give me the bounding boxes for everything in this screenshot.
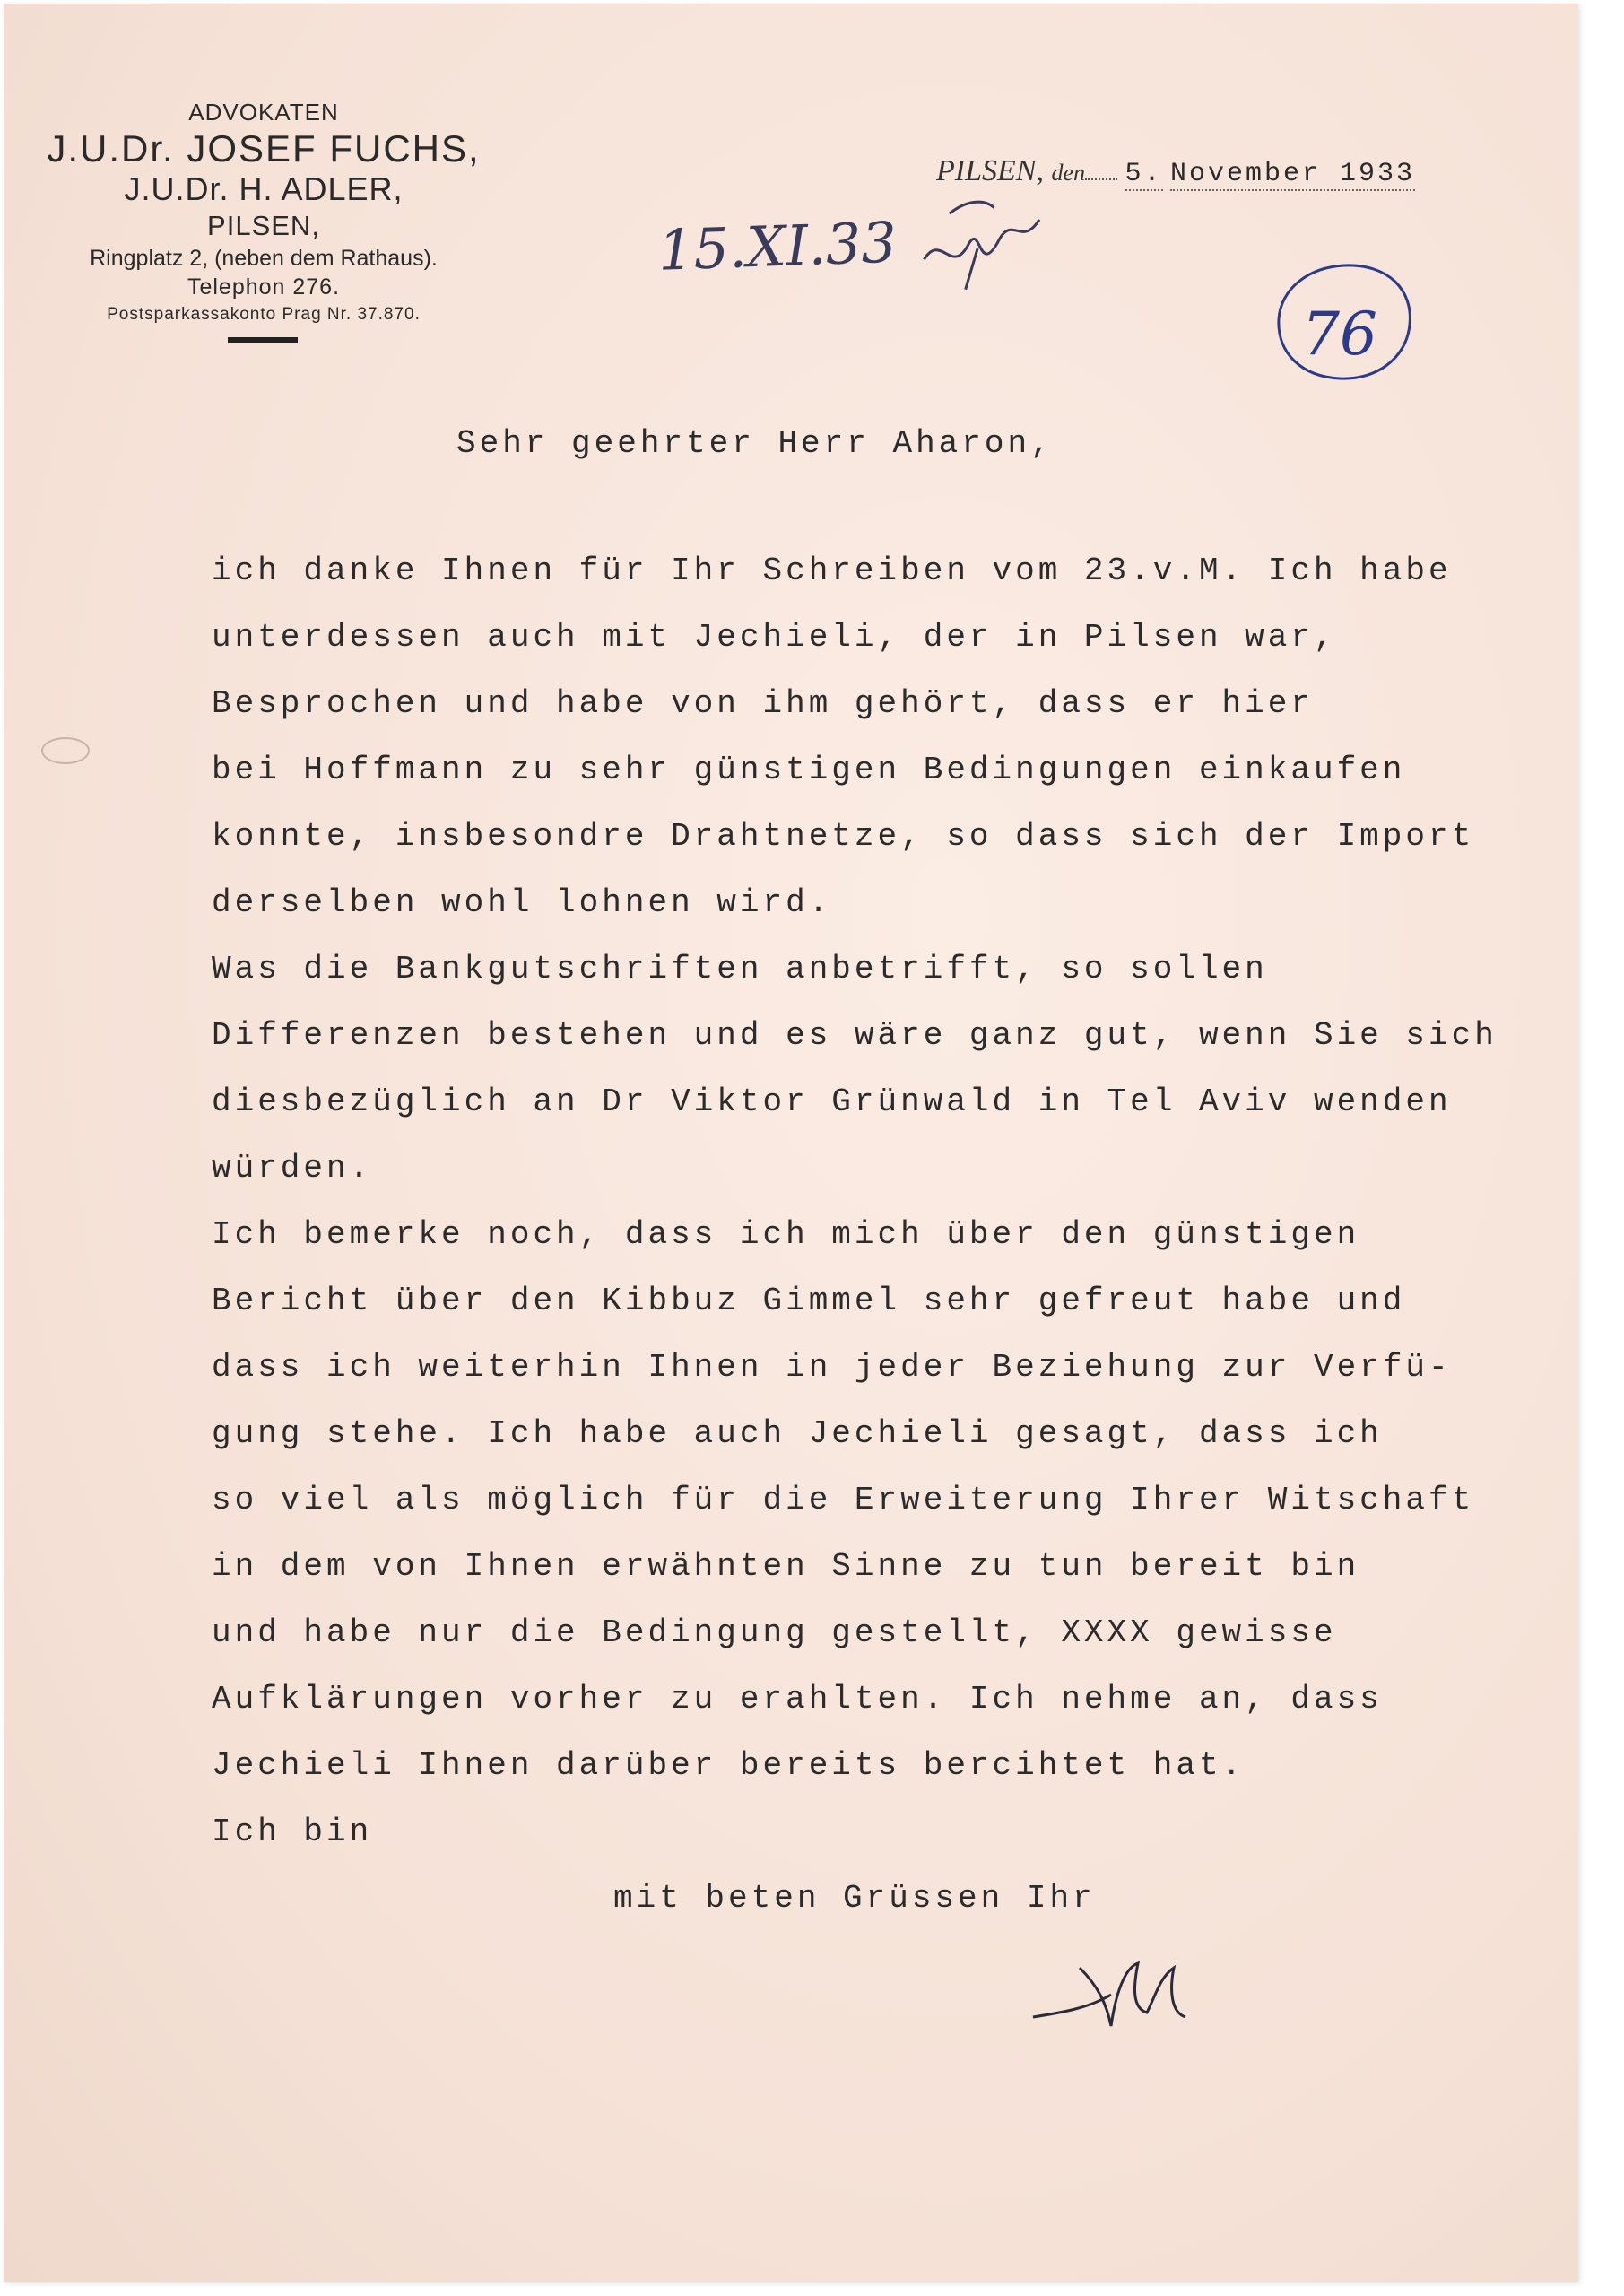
body-line: dass ich weiterhin Ihnen in jeder Beziehung zur Verfü- (212, 1349, 1452, 1386)
salutation: Sehr geehrter Herr Aharon, (456, 425, 1054, 462)
body-line: ich danke Ihnen für Ihr Schreiben vom 23.v.M. Ich habe (212, 552, 1452, 589)
handwritten-receipt-date (656, 192, 1050, 304)
body-line: Bericht über den Kibbuz Gimmel sehr gefreut habe und (212, 1283, 1406, 1319)
body-line: konnte, insbesondre Drahtnetze, so dass sich der Import (212, 818, 1475, 855)
handwritten-signature-icon (1026, 1932, 1205, 2039)
body-line: in dem von Ihnen erwähnten Sinne zu tun bereit bin (212, 1548, 1360, 1585)
letterhead-address: Ringplatz 2, (neben dem Rathaus). (90, 246, 438, 271)
letterhead-lawyer-adler: J.U.Dr. H. ADLER, (124, 170, 404, 207)
letterhead-city: PILSEN, (207, 210, 320, 241)
body-line: Jechieli Ihnen darüber bereits bercihtet hat. (212, 1747, 1246, 1784)
dateline-month-year: November 1933 (1170, 159, 1416, 189)
body-line: Differenzen bestehen und es wäre ganz gut, wenn Sie sich (212, 1017, 1498, 1054)
dateline-den: den (1051, 160, 1085, 186)
body-line: so viel als möglich für die Erweiterung Ihrer Witschaft (212, 1482, 1475, 1518)
body-line: Ich bemerke noch, dass ich mich über den günstigen (212, 1216, 1360, 1253)
body-line: diesbezüglich an Dr Viktor Grünwald in Tel Aviv wenden (212, 1083, 1452, 1120)
closing-line: mit beten Grüssen Ihr (613, 1880, 1096, 1917)
letterhead-lawyer-fuchs: J.U.Dr. JOSEF FUCHS, (47, 127, 481, 170)
body-line: bei Hoffmann zu sehr günstigen Bedingungen einkaufen (212, 752, 1406, 788)
dateline (936, 154, 1415, 189)
archive-stamp-number: 76 (1302, 300, 1377, 369)
dateline-place: PILSEN, (936, 154, 1044, 187)
body-line: und habe nur die Bedingung gestellt, XXXX gewisse (212, 1614, 1337, 1651)
handwritten-date-text: 15.XI.33 (656, 209, 898, 283)
body-line: Ich bin (212, 1813, 373, 1850)
body-line: würden. (212, 1150, 373, 1187)
body-line: Besprochen und habe von ihm gehört, dass er hier (212, 685, 1314, 722)
body-line: gung stehe. Ich habe auch Jechieli gesagt, dass ich (212, 1415, 1383, 1452)
letter-paper (4, 4, 1578, 2282)
body-line: Was die Bankgutschriften anbetrifft, so sollen (212, 951, 1268, 987)
letterhead-rule (228, 337, 298, 343)
letterhead-telephone: Telephon 276. (187, 274, 341, 300)
dateline-day: 5. (1125, 159, 1163, 189)
body-line: derselben wohl lohnen wird. (212, 884, 832, 921)
letterhead-postal-account: Postsparkassakonto Prag Nr. 37.870. (107, 305, 421, 324)
punch-hole-mark (41, 737, 90, 764)
letterhead-profession: ADVOKATEN (188, 99, 339, 126)
body-line: unterdessen auch mit Jechieli, der in Pilsen war, (212, 619, 1337, 656)
handwritten-initials-icon (913, 192, 1051, 295)
body-line: Aufklärungen vorher zu erahlten. Ich nehme an, dass (212, 1681, 1383, 1718)
